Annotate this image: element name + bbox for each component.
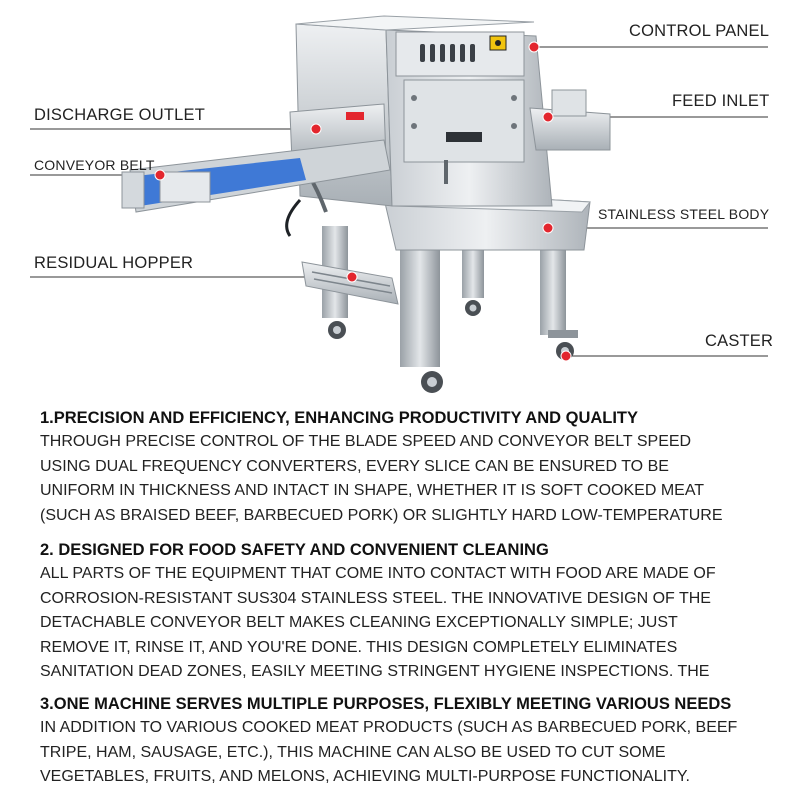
section-3-line: VEGETABLES, FRUITS, AND MELONS, ACHIEVING MULTI-PURPOSE FUNCTIONALITY. (40, 768, 690, 785)
section-1-body (40, 430, 780, 528)
section-1-line: UNIFORM IN THICKNESS AND INTACT IN SHAPE, WHETHER IT IS SOFT COOKED MEAT (40, 482, 705, 499)
callout-control-panel: CONTROL PANEL (629, 22, 770, 40)
section-2-title: 2. DESIGNED FOR FOOD SAFETY AND CONVENIENT CLEANING (40, 541, 549, 559)
section-2-body (40, 562, 780, 685)
section-2-line: DETACHABLE CONVEYOR BELT MAKES CLEANING EXCEPTIONALLY SIMPLE; JUST (40, 614, 678, 631)
callout-discharge-outlet: DISCHARGE OUTLET (34, 106, 205, 124)
section-3-title: 3.ONE MACHINE SERVES MULTIPLE PURPOSES, FLEXIBLY MEETING VARIOUS NEEDS (40, 695, 732, 713)
section-2-line: CORROSION-RESISTANT SUS304 STAINLESS STEEL. THE INNOVATIVE DESIGN OF THE (40, 589, 711, 607)
section-1-line: THROUGH PRECISE CONTROL OF THE BLADE SPEED AND CONVEYOR BELT SPEED (40, 433, 692, 450)
callout-feed-inlet: FEED INLET (672, 92, 770, 110)
section-1-line: USING DUAL FREQUENCY CONVERTERS, EVERY SLICE CAN BE ENSURED TO BE (40, 457, 669, 475)
callout-stainless-steel-body: STAINLESS STEEL BODY (598, 206, 770, 222)
feature-section-3 (40, 692, 780, 790)
callout-residual-hopper: RESIDUAL HOPPER (34, 254, 194, 272)
feature-section-2 (40, 538, 780, 685)
feature-section-1 (40, 406, 780, 528)
section-3-body (40, 716, 780, 790)
section-2-line: REMOVE IT, RINSE IT, AND YOU'RE DONE. THIS DESIGN COMPLETELY ELIMINATES (40, 638, 678, 656)
section-2-line: SANITATION DEAD ZONES, EASILY MEETING STRINGENT HYGIENE INSPECTIONS. THE (40, 663, 710, 680)
section-3-line: IN ADDITION TO VARIOUS COOKED MEAT PRODUCTS (SUCH AS BARBECUED PORK, BEEF (40, 719, 738, 736)
callout-caster: CASTER (705, 332, 774, 350)
callout-conveyor-belt: CONVEYOR BELT (34, 157, 155, 173)
section-2-line: ALL PARTS OF THE EQUIPMENT THAT COME INTO CONTACT WITH FOOD ARE MADE OF (40, 565, 716, 582)
section-1-line: (SUCH AS BRAISED BEEF, BARBECUED PORK) OR SLIGHTLY HARD LOW-TEMPERATURE (40, 506, 723, 524)
section-3-line: TRIPE, HAM, SAUSAGE, ETC.), THIS MACHINE CAN ALSO BE USED TO CUT SOME (40, 743, 666, 761)
section-1-title: 1.PRECISION AND EFFICIENCY, ENHANCING PRODUCTIVITY AND QUALITY (40, 409, 639, 427)
